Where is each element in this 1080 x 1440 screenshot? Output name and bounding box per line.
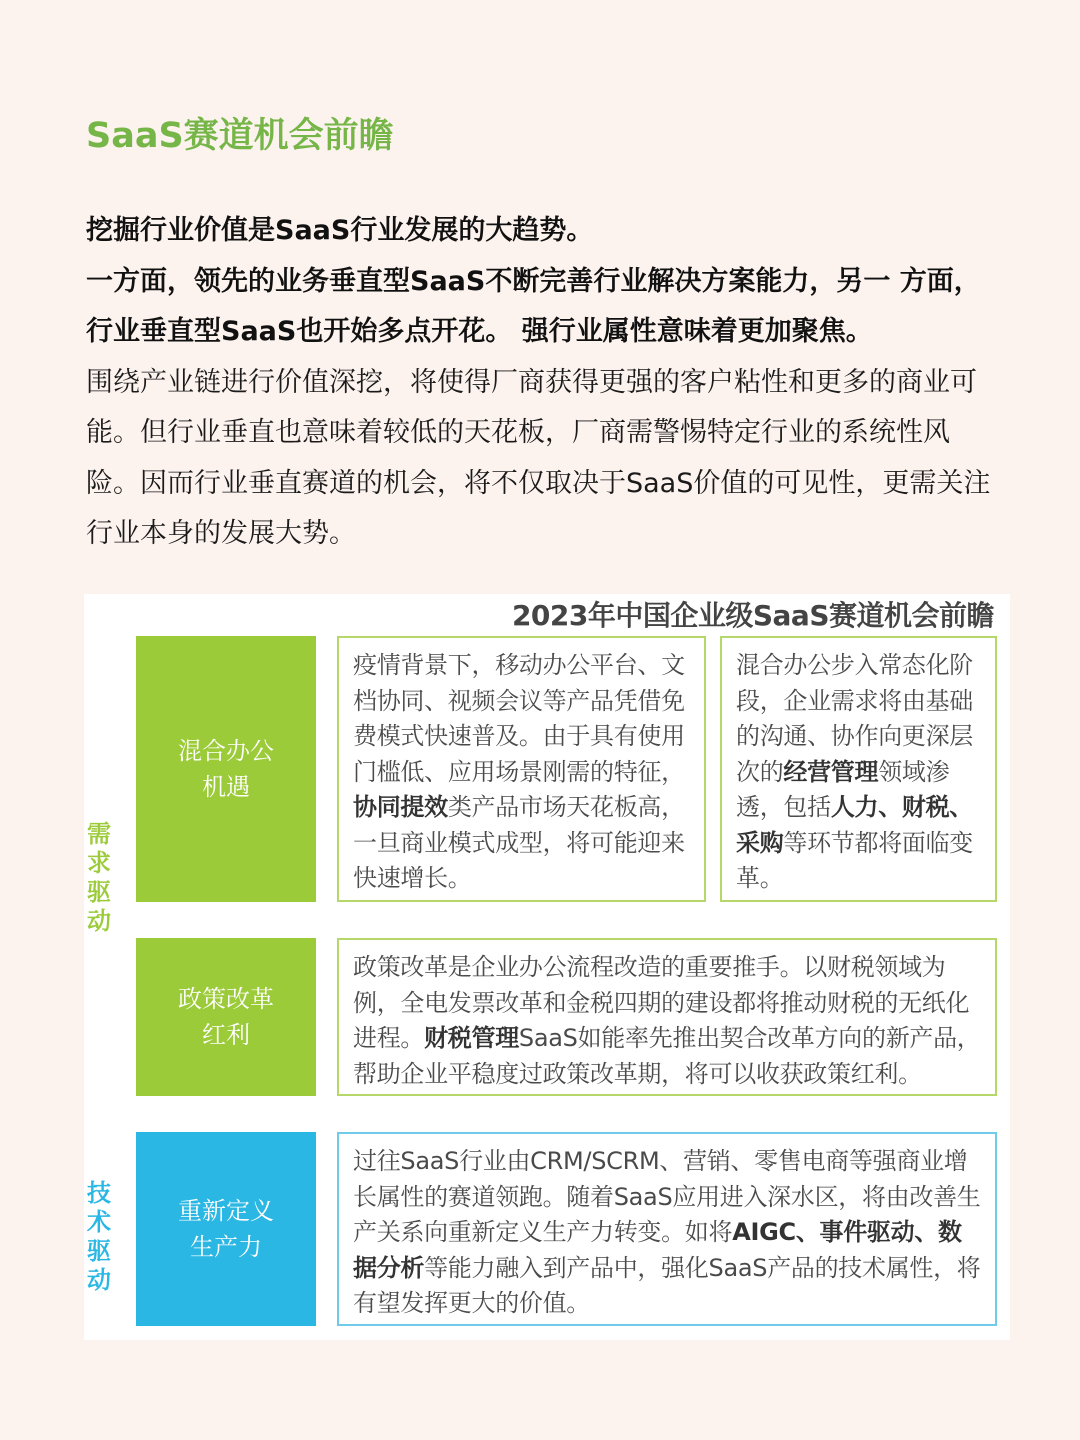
intro-text — [86, 206, 998, 560]
category-label-line: 混合办公 — [178, 737, 274, 765]
body-text: 领域渗透，包括 — [736, 757, 950, 821]
hybrid-office-trend-box — [720, 636, 997, 902]
intro-line-3: 行业垂直型SaaS也开始多点开花。 强行业属性意味着更加聚焦。 — [86, 316, 873, 347]
category-label-line: 机遇 — [202, 773, 250, 801]
redefine-productivity-detail-text — [353, 1144, 981, 1322]
policy-reform-detail-box — [337, 938, 997, 1096]
category-hybrid-office — [136, 636, 316, 902]
body-text: 等能力融入到产品中，强化SaaS产品的技术属性，将有望发挥更大的价值。 — [353, 1253, 981, 1317]
emphasis-text: 人力、财税、采购 — [736, 793, 974, 857]
body-text: 疫情背景下，移动办公平台、文档协同、视频会议等产品凭借免费模式快速普及。由于具有使用门槛低、应用场景刚需的特征， — [353, 651, 685, 786]
page-title: SaaS赛道机会前瞻 — [86, 116, 394, 156]
body-text: 过往SaaS行业由CRM/SCRM、营销、零售电商等强商业增长属性的赛道领跑。随着SaaS应用进入深水区，将由改善生产关系向重新定义生产力转变。如将 — [353, 1147, 981, 1246]
side-label-char: 需 — [87, 820, 111, 848]
side-label-tech-driven — [84, 1179, 114, 1295]
body-text: SaaS如能率先推出契合改革方向的新产品，帮助企业平稳度过政策改革期，将可以收获政策红利。 — [353, 1024, 981, 1088]
redefine-productivity-detail-box — [337, 1132, 997, 1326]
intro-line-2: 一方面，领先的业务垂直型SaaS不断完善行业解决方案能力，另一 方面， — [86, 265, 981, 297]
side-label-char: 动 — [87, 1266, 111, 1294]
side-label-char: 动 — [87, 907, 111, 935]
policy-reform-detail-text — [353, 950, 981, 1092]
hybrid-office-detail-text — [353, 648, 690, 897]
body-text: 类产品市场天花板高，一旦商业模式成型，将可能迎来快速增长。 — [353, 793, 685, 892]
category-label-line: 政策改革 — [178, 985, 274, 1013]
emphasis-text: 经营管理 — [783, 757, 879, 786]
category-label-line: 重新定义 — [178, 1197, 274, 1225]
category-label-line: 生产力 — [190, 1233, 262, 1261]
side-label-char: 驱 — [87, 878, 111, 906]
hybrid-office-trend-text — [736, 648, 981, 897]
emphasis-text: AIGC、事件驱动、数据分析 — [353, 1218, 962, 1282]
side-label-demand-driven — [84, 820, 114, 936]
side-label-char: 术 — [87, 1208, 111, 1236]
category-redefine-productivity — [136, 1132, 316, 1326]
category-label-line: 红利 — [202, 1021, 250, 1049]
side-label-char: 驱 — [87, 1237, 111, 1265]
side-label-char: 求 — [87, 849, 111, 877]
panel-title: 2023年中国企业级SaaS赛道机会前瞻 — [511, 599, 994, 632]
body-text: 政策改革是企业办公流程改造的重要推手。以财税领域为例，全电发票改革和金税四期的建设都将推动财税的无纸化进程。 — [353, 953, 970, 1052]
body-text: 混合办公步入常态化阶段，企业需求将由基础的沟通、协作向更深层次的 — [736, 651, 973, 786]
emphasis-text: 财税管理 — [424, 1024, 519, 1052]
hybrid-office-detail-box — [337, 636, 706, 902]
intro-paragraph: 围绕产业链进行价值深挖，将使得厂商获得更强的客户粘性和更多的商业可能。但行业垂直也意味着较低的天花板，厂商需警惕特定行业的系统性风险。因而行业垂直赛道的机会，将不仅取决于SaaS价值的可见性，更需关注行业本身的发展大势。 — [86, 366, 991, 549]
side-label-char: 技 — [87, 1179, 111, 1207]
category-policy-reform — [136, 938, 316, 1096]
saas-outlook-panel — [84, 594, 1010, 1340]
intro-line-1: 挖掘行业价值是SaaS行业发展的大趋势。 — [86, 215, 594, 246]
emphasis-text: 协同提效 — [353, 793, 448, 821]
body-text: 等环节都将面临变革。 — [736, 828, 974, 892]
